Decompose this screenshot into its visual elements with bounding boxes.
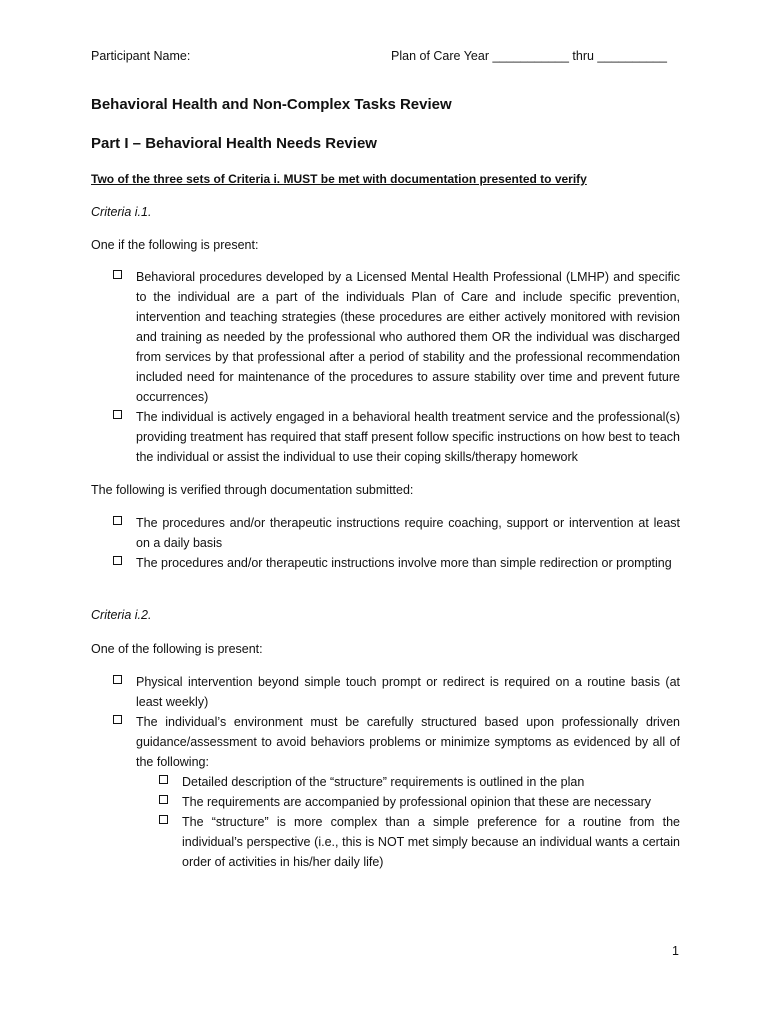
part-heading: Part I – Behavioral Health Needs Review — [91, 135, 377, 152]
document-title: Behavioral Health and Non-Complex Tasks Review — [91, 96, 452, 113]
criteria-2-item: The individual’s environment must be carefully structured based upon professionally driven guidance/assessment to avoid behaviors problems or minimize symptoms as evidenced by all of the following: — [113, 712, 680, 772]
criteria-2-sub-item: The requirements are accompanied by professional opinion that these are necessary — [159, 792, 680, 812]
verified-item: The procedures and/or therapeutic instructions involve more than simple redirection or prompting — [113, 553, 680, 573]
checkbox-icon[interactable] — [113, 516, 122, 525]
criteria-2-item: Physical intervention beyond simple touch prompt or redirect is required on a routine basis (at least weekly) — [113, 672, 680, 712]
criteria-rule: Two of the three sets of Criteria i. MUST be met with documentation presented to verify — [91, 172, 587, 186]
checkbox-icon[interactable] — [113, 270, 122, 279]
criteria-2-label: Criteria i.2. — [91, 608, 152, 622]
criteria-2-intro: One of the following is present: — [91, 642, 263, 656]
verified-item: The procedures and/or therapeutic instructions require coaching, support or intervention at least on a daily basis — [113, 513, 680, 553]
criteria-1-intro: One if the following is present: — [91, 238, 259, 252]
checkbox-icon[interactable] — [159, 795, 168, 804]
checkbox-icon[interactable] — [159, 815, 168, 824]
page-number: 1 — [672, 944, 679, 958]
verified-intro: The following is verified through documentation submitted: — [91, 483, 414, 497]
participant-name-label: Participant Name: — [91, 49, 191, 63]
criteria-1-item: The individual is actively engaged in a behavioral health treatment service and the professional(s) providing treatment has required that staff present follow specific instructions on how best to teach the individual or assist the individual to use their coping skills/therapy homework — [113, 407, 680, 467]
checkbox-icon[interactable] — [113, 410, 122, 419]
criteria-2-sub-item: Detailed description of the “structure” requirements is outlined in the plan — [159, 772, 680, 792]
checkbox-icon[interactable] — [113, 715, 122, 724]
checkbox-icon[interactable] — [113, 675, 122, 684]
criteria-1-item: Behavioral procedures developed by a Licensed Mental Health Professional (LMHP) and specific to the individual are a part of the individuals Plan of Care and include specific prevention, intervention and teaching strategies (these procedures are either actively monitored with revision and training as needed by the professional who authored them OR the individual was discharged from services by that professional after a period of stability and the professional recommendation included need for maintenance of the procedures to assure stability over time and prevent future occurrences) — [113, 267, 680, 407]
checkbox-icon[interactable] — [113, 556, 122, 565]
checkbox-icon[interactable] — [159, 775, 168, 784]
criteria-2-sub-item: The “structure” is more complex than a simple preference for a routine from the individual’s perspective (i.e., this is NOT met simply because an individual wants a certain order of activities in his/her daily life) — [159, 812, 680, 872]
criteria-1-label: Criteria i.1. — [91, 205, 152, 219]
plan-of-care-year-label: Plan of Care Year ___________ thru __________ — [391, 49, 667, 63]
